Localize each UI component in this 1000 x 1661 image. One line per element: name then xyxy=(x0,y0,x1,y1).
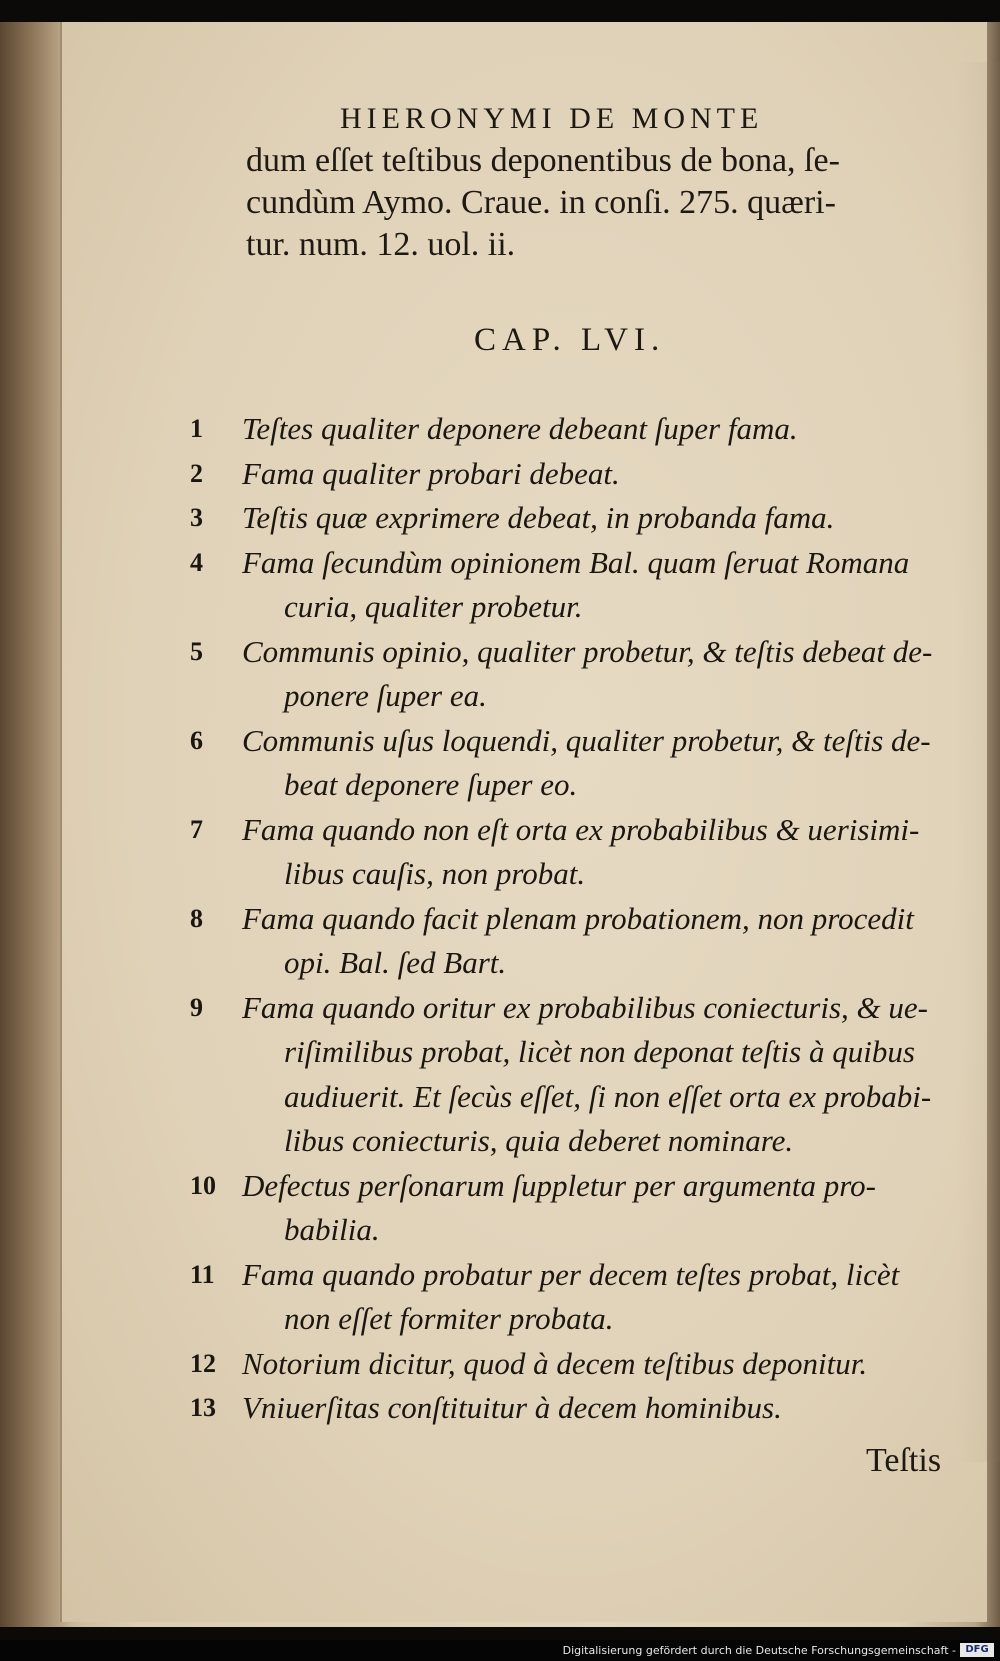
summary-item-number: 12 xyxy=(190,1348,216,1378)
summary-item xyxy=(190,496,980,541)
intro-text xyxy=(246,140,956,266)
summary-item-line: libus cauſis, non probat. xyxy=(284,856,586,891)
catchword: Teſtis xyxy=(866,1442,942,1479)
summary-item-line: Fama ſecundùm opinionem Bal. quam ſeruat Romana xyxy=(242,544,910,580)
summary-item-number: 9 xyxy=(190,992,203,1022)
digitization-footer xyxy=(0,1640,1000,1661)
summary-item-number: 7 xyxy=(190,814,203,844)
summary-item xyxy=(190,719,980,808)
summary-item-line: Fama quando facit plenam probationem, non procedit xyxy=(242,900,914,936)
summary-item-number: 6 xyxy=(190,725,203,755)
summary-item-number: 1 xyxy=(190,414,203,443)
chapter-heading: CAP. LVI. xyxy=(474,322,666,358)
intro-line: dum eſſet teſtibus deponentibus de bona, ſe- xyxy=(246,142,840,179)
book-scan xyxy=(0,22,1000,1627)
summary-item-number: 8 xyxy=(190,903,203,933)
summary-item xyxy=(190,1164,980,1253)
summary-item-line: Defectus perſonarum ſuppletur per argumenta pro- xyxy=(242,1167,876,1203)
summary-item-line: riſimilibus probat, licèt non deponat teſtis à quibus xyxy=(284,1034,915,1069)
summary-item xyxy=(190,1342,980,1387)
summary-item xyxy=(190,452,980,497)
summary-item-number: 3 xyxy=(190,503,203,532)
summary-item-line: Notorium dicitur, quod à decem teſtibus deponitur. xyxy=(242,1345,868,1381)
summary-item-number: 2 xyxy=(190,458,203,488)
dfg-logo: DFG xyxy=(960,1643,994,1657)
summary-item-line: ponere ſuper ea. xyxy=(284,678,487,713)
summary-item-line: curia, qualiter probetur. xyxy=(284,589,583,624)
summary-item xyxy=(190,1386,980,1431)
summary-item-line: libus coniecturis, quia deberet nominare. xyxy=(284,1123,794,1158)
chapter-summary-list xyxy=(190,407,980,1431)
summary-item-number: 11 xyxy=(190,1259,215,1289)
summary-item-line: audiuerit. Et ſecùs eſſet, ſi non eſſet orta ex probabi- xyxy=(284,1078,932,1114)
summary-item-line: Teſtes qualiter deponere debeant ſuper fama. xyxy=(242,411,798,446)
summary-item xyxy=(190,630,980,719)
summary-item-line: Communis opinio, qualiter probetur, & teſtis debeat de- xyxy=(242,633,933,669)
summary-item-line: Fama quando oritur ex probabilibus coniecturis, & ue- xyxy=(242,989,928,1025)
intro-line: cundùm Aymo. Craue. in conſi. 275. quæri- xyxy=(246,184,836,221)
summary-item-number: 13 xyxy=(190,1393,216,1422)
summary-item-line: babilia. xyxy=(284,1212,380,1247)
summary-item-line: Fama qualiter probari debeat. xyxy=(242,455,620,491)
summary-item-line: opi. Bal. ſed Bart. xyxy=(284,945,507,980)
summary-item xyxy=(190,1253,980,1342)
summary-item-line: Communis uſus loquendi, qualiter probetur, & teſtis de- xyxy=(242,722,931,758)
summary-item-number: 4 xyxy=(190,547,203,577)
summary-item xyxy=(190,986,980,1164)
summary-item xyxy=(190,407,980,452)
intro-line: tur. num. 12. uol. ii. xyxy=(246,226,516,263)
footer-credit: Digitalisierung gefördert durch die Deutsche Forschungsgemeinschaft - xyxy=(562,1644,956,1657)
summary-item xyxy=(190,541,980,630)
summary-item xyxy=(190,897,980,986)
summary-item-line: non eſſet formiter probata. xyxy=(284,1301,614,1336)
summary-item xyxy=(190,808,980,897)
summary-item-number: 5 xyxy=(190,636,203,666)
summary-item-line: Fama quando non eſt orta ex probabilibus & uerisimi- xyxy=(242,811,920,847)
running-title: HIERONYMI DE MONTE xyxy=(340,102,764,135)
summary-item-line: beat deponere ſuper eo. xyxy=(284,767,578,802)
summary-item-line: Vniuerſitas conſtituitur à decem hominibus. xyxy=(242,1390,782,1425)
summary-item-number: 10 xyxy=(190,1170,216,1200)
summary-item-line: Fama quando probatur per decem teſtes probat, licèt xyxy=(242,1256,900,1292)
summary-item-line: Teſtis quæ exprimere debeat, in probanda fama. xyxy=(242,500,835,535)
